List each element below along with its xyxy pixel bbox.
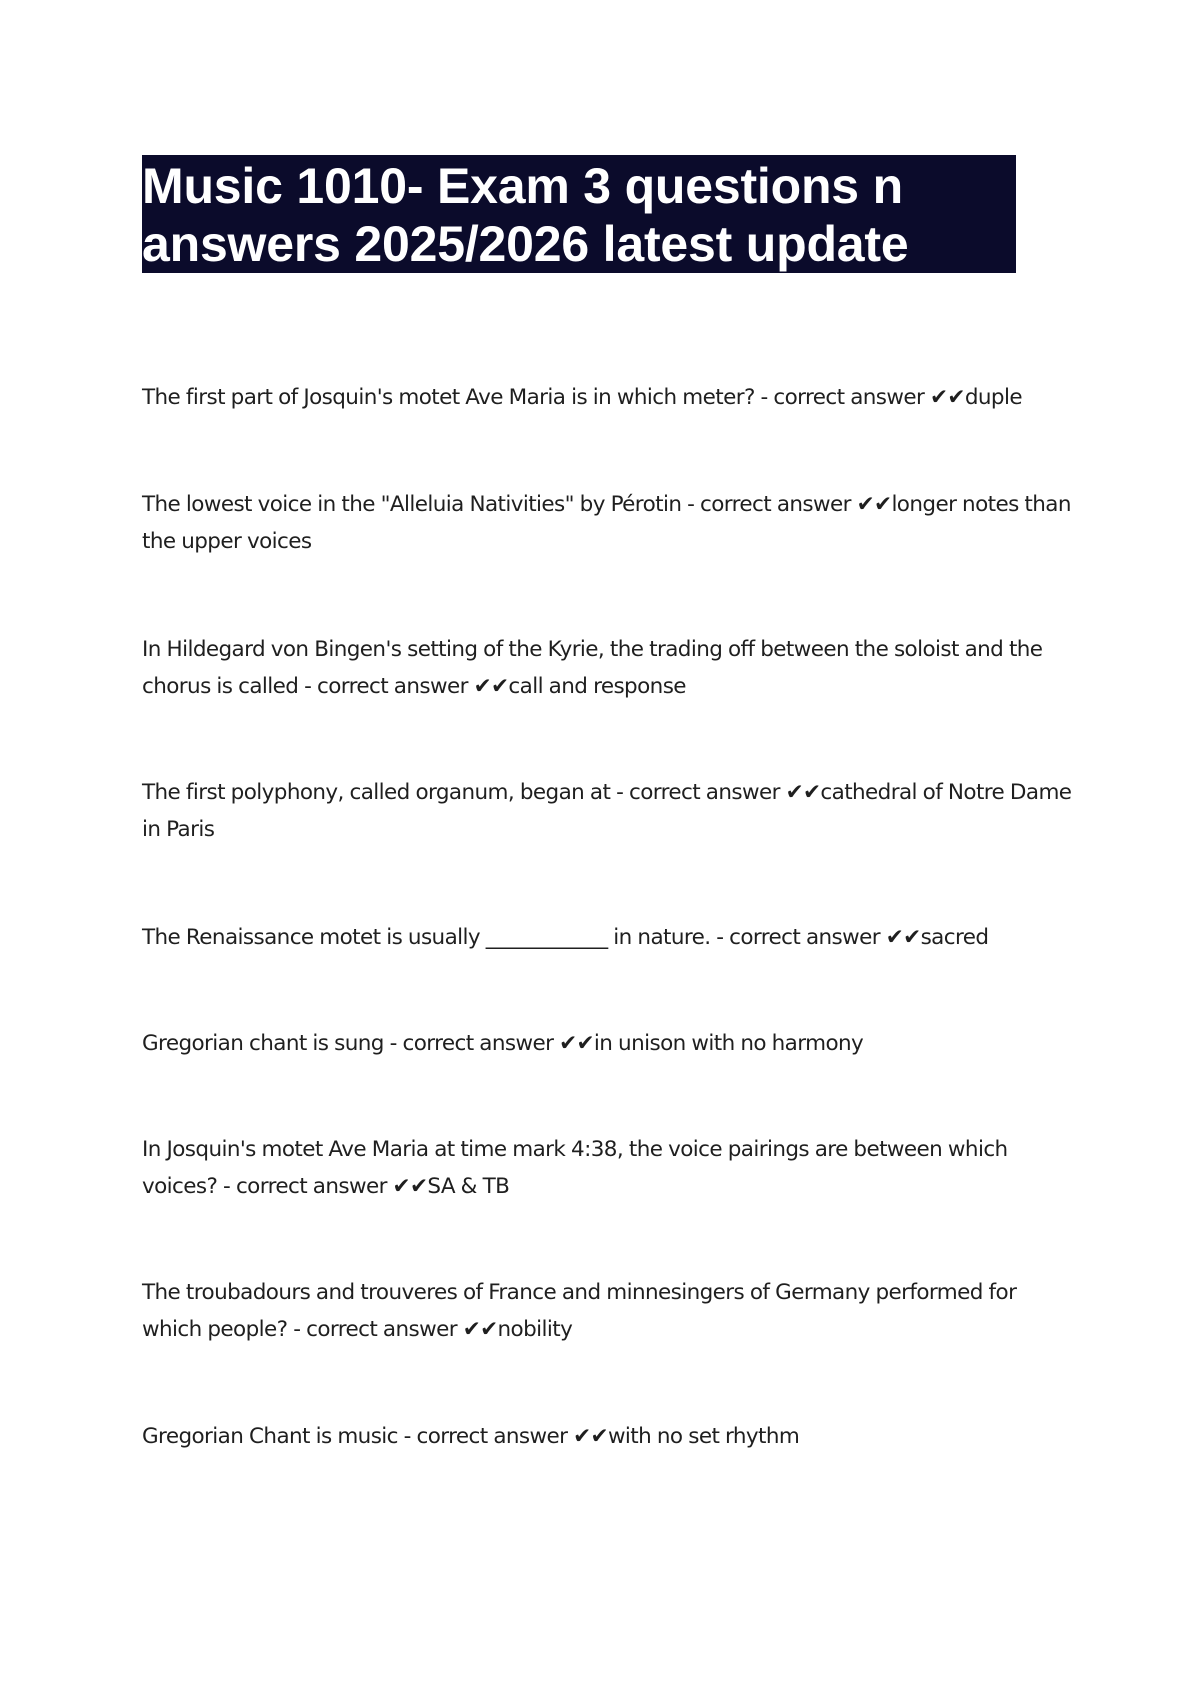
- correct-answer-label: - correct answer ✔✔: [287, 1317, 498, 1342]
- qa-item-1: [142, 379, 1072, 416]
- qa-item-9: [142, 1418, 1072, 1455]
- question-text: The lowest voice in the "Alleluia Nativities" by Pérotin: [142, 492, 682, 517]
- document-title: [142, 155, 1016, 273]
- title-line-1: Music 1010- Exam 3 questions n: [142, 158, 903, 214]
- correct-answer-label: - correct answer ✔✔: [681, 492, 892, 517]
- answer-text: duple: [964, 385, 1022, 410]
- answer-text: nobility: [497, 1317, 573, 1342]
- qa-item-6: [142, 1025, 1072, 1062]
- correct-answer-label: - correct answer ✔✔: [383, 1031, 594, 1056]
- answer-text: cathedral of Notre Dame in Paris: [142, 780, 1072, 842]
- qa-item-5: [142, 919, 1072, 956]
- answer-text: call and response: [508, 674, 686, 699]
- answer-text: SA & TB: [427, 1174, 510, 1199]
- correct-answer-label: - correct answer ✔✔: [397, 1424, 608, 1449]
- answer-text: sacred: [920, 925, 989, 950]
- answer-text: in unison with no harmony: [593, 1031, 864, 1056]
- question-text: In Hildegard von Bingen's setting of the Kyrie, the trading off between the soloist and the chorus is called: [142, 637, 1043, 699]
- correct-answer-label: - correct answer ✔✔: [298, 674, 509, 699]
- qa-item-3: [142, 631, 1072, 705]
- correct-answer-label: - correct answer ✔✔: [610, 780, 821, 805]
- answer-text: with no set rhythm: [607, 1424, 800, 1449]
- question-text: The first part of Josquin's motet Ave Maria is in which meter?: [142, 385, 755, 410]
- correct-answer-label: - correct answer ✔✔: [217, 1174, 428, 1199]
- question-text: The first polyphony, called organum, began at: [142, 780, 611, 805]
- question-text: Gregorian Chant is music: [142, 1424, 398, 1449]
- title-line-2: answers 2025/2026 latest update: [142, 216, 909, 272]
- question-text: The troubadours and trouveres of France and minnesingers of Germany performed for which people?: [142, 1280, 1017, 1342]
- correct-answer-label: - correct answer ✔✔: [754, 385, 965, 410]
- question-text: In Josquin's motet Ave Maria at time mark 4:38, the voice pairings are between which voices?: [142, 1137, 1008, 1199]
- qa-item-4: [142, 774, 1072, 848]
- correct-answer-label: - correct answer ✔✔: [710, 925, 921, 950]
- qa-item-7: [142, 1131, 1072, 1205]
- qa-item-8: [142, 1274, 1072, 1348]
- question-text: Gregorian chant is sung: [142, 1031, 384, 1056]
- qa-item-2: [142, 486, 1072, 560]
- question-text: The Renaissance motet is usually ____________ in nature.: [142, 925, 711, 950]
- answer-text: longer notes than the upper voices: [142, 492, 1071, 554]
